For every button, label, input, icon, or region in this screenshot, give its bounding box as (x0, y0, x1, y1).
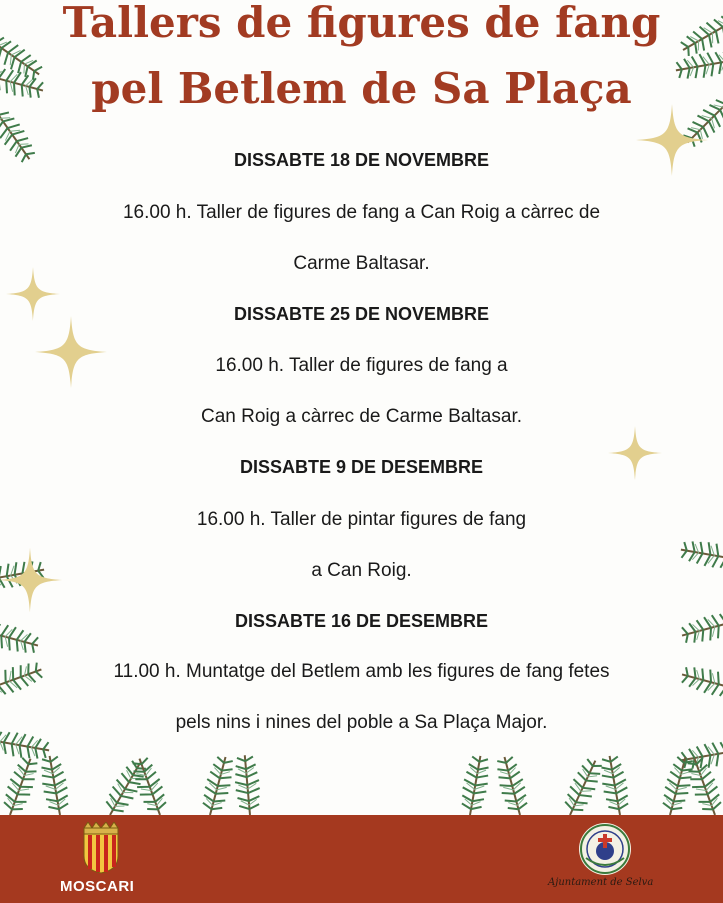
event-2-description-cont: Can Roig a càrrec de Carme Baltasar. (200, 406, 523, 427)
event-1-description: 16.00 h. Taller de figures de fang a Can Roig a càrrec de (122, 202, 601, 223)
moscari-coat-of-arms-icon (78, 822, 124, 874)
event-3-date: DISSABTE 9 DE DESEMBRE (239, 457, 484, 477)
event-1-description-cont: Carme Baltasar. (293, 253, 430, 274)
pine-branch-icon (679, 538, 723, 772)
moscari-label: MOSCARI (60, 878, 135, 895)
event-4-description: 11.00 h. Muntatge del Betlem amb les figures de fang fetes (113, 661, 610, 682)
page-title-line-1: Tallers de figures de fang (62, 0, 661, 47)
selva-seal-icon (578, 822, 632, 876)
event-3-description: 16.00 h. Taller de pintar figures de fang (196, 509, 527, 530)
pine-branch-icon (0, 754, 723, 815)
event-1-date: DISSABTE 18 DE NOVEMBRE (233, 150, 490, 170)
page-title-line-2: pel Betlem de Sa Plaça (91, 64, 632, 113)
event-3-description-cont: a Can Roig. (311, 560, 412, 581)
event-2-date: DISSABTE 25 DE NOVEMBRE (233, 304, 490, 324)
event-4-date: DISSABTE 16 DE DESEMBRE (234, 611, 489, 631)
selva-label: Ajuntament de Selva (548, 877, 654, 888)
event-2-description: 16.00 h. Taller de figures de fang a (215, 355, 508, 376)
event-4-description-cont: pels nins i nines del poble a Sa Plaça Major. (175, 712, 548, 733)
